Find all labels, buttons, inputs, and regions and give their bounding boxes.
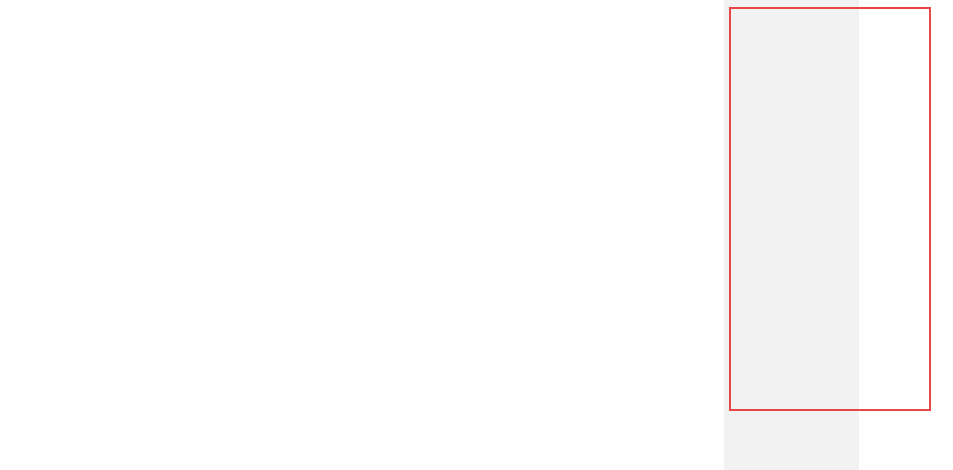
shaded-column — [724, 0, 859, 470]
